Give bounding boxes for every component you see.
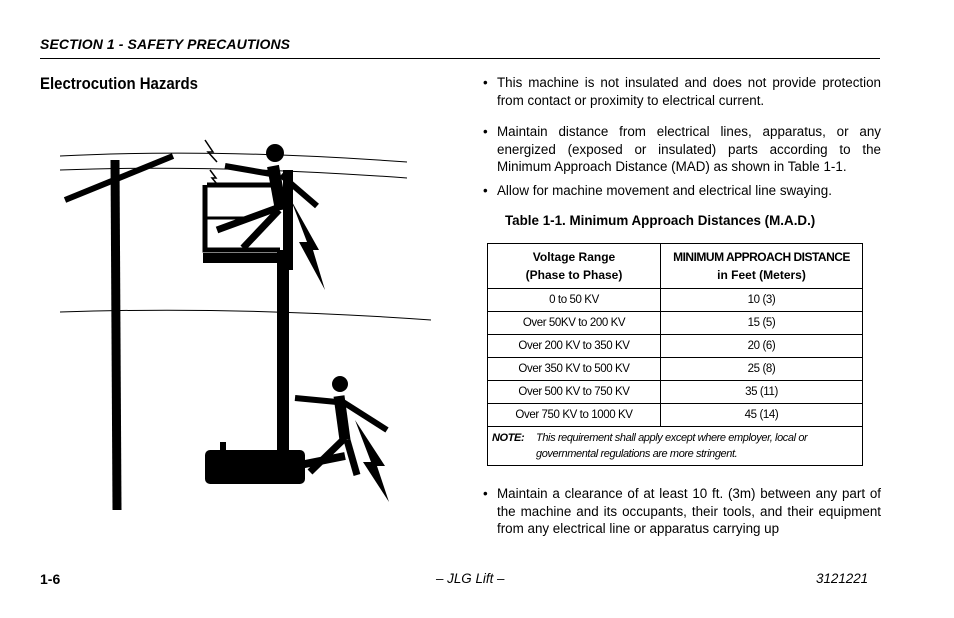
- bullet-text: Maintain a clearance of at least 10 ft. (3m) between any part of the machine and its occupants, their tools, and their equipment from any electrical line or apparatus carrying up: [497, 486, 881, 536]
- table-row: [488, 335, 863, 358]
- voltage-cell: Over 750 KV to 1000 KV: [488, 404, 661, 427]
- note-label: NOTE:: [492, 432, 525, 444]
- table-header-row: [488, 244, 863, 289]
- header-line: MINIMUM APPROACH DISTANCE: [673, 250, 850, 264]
- page-number: 1-6: [40, 571, 61, 587]
- header-line: Voltage Range: [532, 250, 616, 264]
- table-row: [488, 289, 863, 312]
- bullet-text: This machine is not insulated and does not provide protection from contact or proximity to electrical current.: [497, 75, 881, 108]
- table-caption: Table 1-1. Minimum Approach Distances (M.A.D.): [505, 213, 816, 228]
- table-row: [488, 312, 863, 335]
- electrocution-hazard-illustration: [55, 130, 435, 520]
- footer-title: – JLG Lift –: [436, 571, 505, 586]
- column-header-voltage: [488, 244, 661, 289]
- section-header: SECTION 1 - SAFETY PRECAUTIONS: [40, 36, 291, 52]
- distance-cell: 25 (8): [661, 358, 863, 381]
- table-note: [488, 427, 863, 466]
- table-row: [488, 404, 863, 427]
- minimum-approach-distance-table: [487, 243, 863, 466]
- distance-cell: 20 (6): [661, 335, 863, 358]
- voltage-cell: Over 350 KV to 500 KV: [488, 358, 661, 381]
- voltage-cell: Over 500 KV to 750 KV: [488, 381, 661, 404]
- page-heading: Electrocution Hazards: [40, 74, 198, 93]
- voltage-cell: Over 50KV to 200 KV: [488, 312, 661, 335]
- voltage-cell: Over 200 KV to 350 KV: [488, 335, 661, 358]
- header-line: in Feet (Meters): [717, 268, 806, 282]
- header-rule: [40, 58, 880, 59]
- bullet-item: • Maintain a clearance of at least 10 ft. (3m) between any part of the machine and its occupants, their tools, and their equipment from any electrical line or apparatus carrying up: [483, 486, 881, 536]
- table-row: [488, 358, 863, 381]
- table-note-row: [488, 427, 863, 466]
- distance-cell: 10 (3): [661, 289, 863, 312]
- document-number: 3121221: [816, 571, 869, 586]
- note-text: This requirement shall apply except where employer, local or governmental regulations are more stringent.: [536, 432, 808, 460]
- distance-cell: 35 (11): [661, 381, 863, 404]
- voltage-cell: 0 to 50 KV: [488, 289, 661, 312]
- distance-cell: 45 (14): [661, 404, 863, 427]
- bullet-item: • Maintain distance from electrical lines, apparatus, or any energized (exposed or insulated) parts according to the Minimum Approach Distance (MAD) as shown in Table 1-1.: [483, 124, 881, 174]
- column-header-distance: [661, 244, 863, 289]
- bullet-item: • Allow for machine movement and electrical line swaying.: [483, 182, 881, 200]
- distance-cell: 15 (5): [661, 312, 863, 335]
- header-line: (Phase to Phase): [525, 268, 623, 282]
- table-row: [488, 381, 863, 404]
- bullet-text: Maintain distance from electrical lines, apparatus, or any energized (exposed or insulated) parts according to the Minimum Approach Distance (MAD) as shown in Table 1-1.: [497, 124, 881, 174]
- bullet-item: • This machine is not insulated and does not provide protection from contact or proximity to electrical current.: [483, 75, 881, 108]
- bullet-text: Allow for machine movement and electrical line swaying.: [497, 183, 832, 198]
